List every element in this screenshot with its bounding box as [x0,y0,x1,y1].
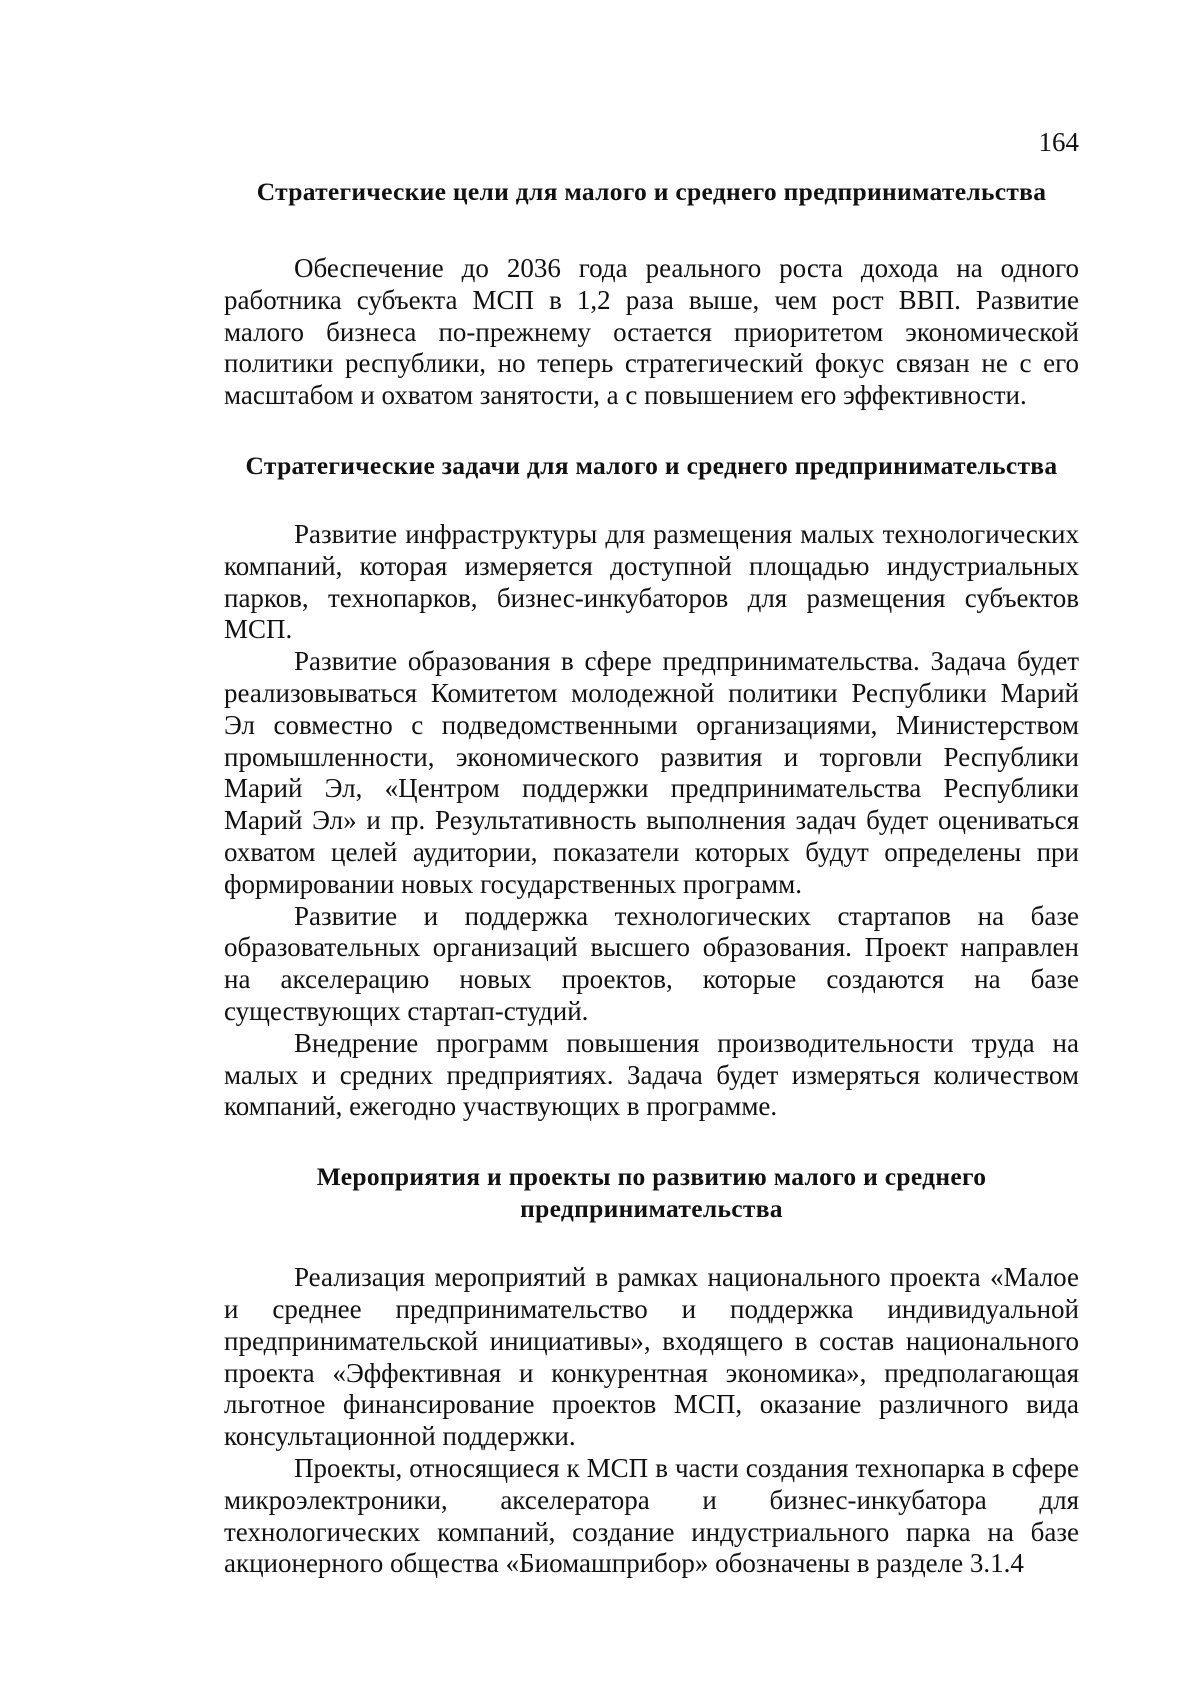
paragraph: Развитие и поддержка технологических стартапов на базе образовательных организаций высшего образования. Проект направлен на акселерацию новых проектов, которые создаются на базе существующих стартап-студий. [224,900,1079,1026]
page-number: 164 [1038,127,1079,157]
heading-text: Стратегические задачи для малого и среднего предпринимательства [245,450,1058,480]
paragraph: Внедрение программ повышения производительности труда на малых и средних предприятиях. Задача будет измеряться количеством компаний, ежегодно участвующих в программе. [224,1027,1079,1122]
paragraph: Проекты, относящиеся к МСП в части создания технопарка в сфере микроэлектроники, акселератора и бизнес-инкубатора для технологических компаний, создание индустриального парка на базе акционерного общества «Биомашприбор» обозначены в разделе 3.1.4 [224,1452,1079,1579]
paragraph: Обеспечение до 2036 года реального роста дохода на одного работника субъекта МСП в 1,2 раза выше, чем рост ВВП. Развитие малого бизнеса по-прежнему остается приоритетом экономической политики республики, но теперь стратегический фокус связан не с его масштабом и охватом занятости, а с повышением его эффективности. [224,253,1079,411]
paragraph: Реализация мероприятий в рамках национального проекта «Малое и среднее предпринимательство и поддержка индивидуальной предпринимательской инициативы», входящего в состав национального проекта «Эффективная и конкурентная экономика», предполагающая льготное финансирование проектов МСП, оказание различного вида консультационной поддержки. [224,1262,1079,1452]
section-heading-strategic-goals: Стратегические цели для малого и среднего предпринимательства [256,177,1047,206]
paragraph: Развитие инфраструктуры для размещения малых технологических компаний, которая измеряется доступной площадью индустриальных парков, технопарков, бизнес-инкубаторов для размещения субъектов МСП. [224,518,1079,645]
paragraph: Развитие образования в сфере предпринимательства. Задача будет реализовываться Комитетом молодежной политики Республики Марий Эл совместно с подведомственными организациями, Министерством промышленности, экономического развития и торговли Республики Марий Эл, «Центром поддержки предпринимательства Республики Марий Эл» и пр. Результативность выполнения задач будет оцениваться охватом целей аудитории, показатели которых будут определены при формировании новых государственных программ. [224,646,1079,899]
section-heading-events-projects [224,1161,1079,1225]
document-body [224,176,1079,1580]
section-heading-strategic-tasks [224,450,1079,482]
heading-text: Мероприятия и проекты по развитию малого и среднего предпринимательства [316,1162,987,1224]
